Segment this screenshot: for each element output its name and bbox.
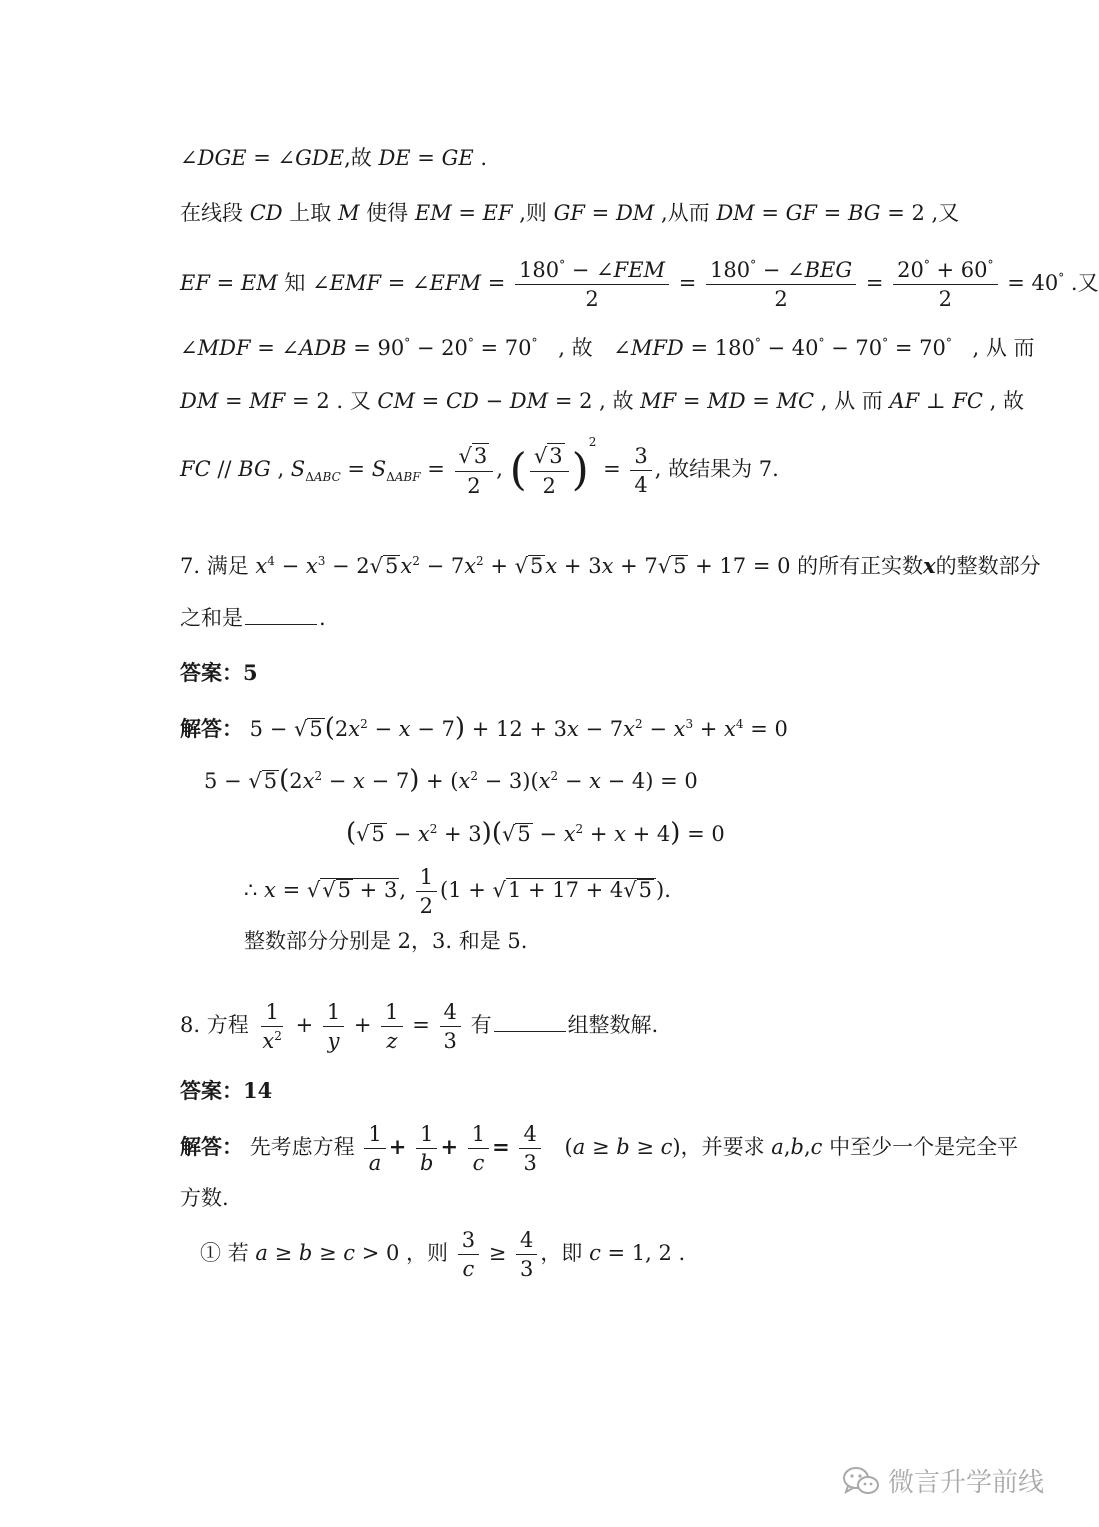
proof-line-1: ∠DGE = ∠GDE,故 DE = GE . xyxy=(180,146,488,170)
q7-solution-1: 解答： $5 - √5(2x^2 - x - 7) + 12 + 3x - 7x^2 - x^3 + x^4 = 0$ xyxy=(180,713,788,743)
q8-case-1: ① 若 a ≥ b ≥ c > 0 ，则 $\frac{3}{c}$ ≥ $\frac{4}{3}$ ，即 c = 1, 2 . xyxy=(200,1228,686,1282)
proof-line-5: DM = MF = 2 . 又 CM = CD − DM = 2 , 故 MF = MD = MC , 从 而 AF ⊥ FC , 故 xyxy=(180,389,1025,413)
q8-solution-2: 方数. xyxy=(180,1186,229,1210)
question-7: 7. 满足 $x^4 - x^3 - 2√5x^2 - 7x^2 + √5x + 3x + 7√5 + 17 = 0$ 的所有正实数x的整数部分 xyxy=(180,553,1041,578)
q7-solution-4: ∴ x = √√5 + 3, $\frac{1}{2}$ (1 + √1 + 17 + 4√5 ). xyxy=(244,865,671,919)
q7-answer: 答案：5 xyxy=(180,660,258,685)
proof-line-6: FC // BG , $S_{\Delta ABC} = S_{\Delta ABF}$ = $\frac{√3}{2}$ , ( $\frac{√3}{2}$ )$^2$ = $\frac{3}{4}$ , 故结果为 7. xyxy=(180,435,779,498)
watermark xyxy=(842,1462,1044,1499)
q8-answer: 答案：14 xyxy=(180,1078,273,1103)
answer-blank xyxy=(245,624,317,625)
q8-solution-1: 解答： 先考虑方程 $\frac{1}{a}$ + $\frac{1}{b}$ + $\frac{1}{c}$ = $\frac{4}{3}$ (a ≥ b ≥ c)，并要求 a,b,c 中至少一个是完全平 xyxy=(180,1122,1019,1176)
question-8: 8. 方程 $\frac{1}{x^2}$ + $\frac{1}{y}$ + $\frac{1}{z}$ = $\frac{4}{3}$ 有 组整数解. xyxy=(180,1000,659,1054)
proof-line-4: ∠MDF = ∠ADB = 90° − 20° = 70° , 故 ∠MFD = 180° − 40° − 70° = 70° , 从 而 xyxy=(180,336,1035,360)
proof-line-2: 在线段 CD 上取 M 使得 EM = EF ,则 GF = DM ,从而 DM = GF = BG = 2 ,又 xyxy=(180,201,960,225)
q7-solution-2: $5 - √5(2x^2 - x - 7) + (x^2 - 3)(x^2 - x - 4) = 0$ xyxy=(204,765,698,795)
question-7-line-2: 之和是 . xyxy=(180,606,326,630)
watermark-text: 微言升学前线 xyxy=(888,1468,1045,1498)
proof-line-3: EF = EM 知 ∠EMF = ∠EFM = $\frac{180^\circ - \angle FEM}{2}$ = $\frac{180^\circ - \angle BEG}{2}$ = $\frac{20^\circ + 60^\circ}{2}$ = 40° .又 xyxy=(180,258,1099,312)
wechat-icon xyxy=(842,1465,880,1497)
q7-solution-3: $(√5 - x^2 + 3)(√5 - x^2 + x + 4) = 0$ xyxy=(346,818,725,848)
q7-conclusion: 整数部分分别是 2，3. 和是 5. xyxy=(244,929,528,953)
answer-blank xyxy=(494,1031,566,1032)
